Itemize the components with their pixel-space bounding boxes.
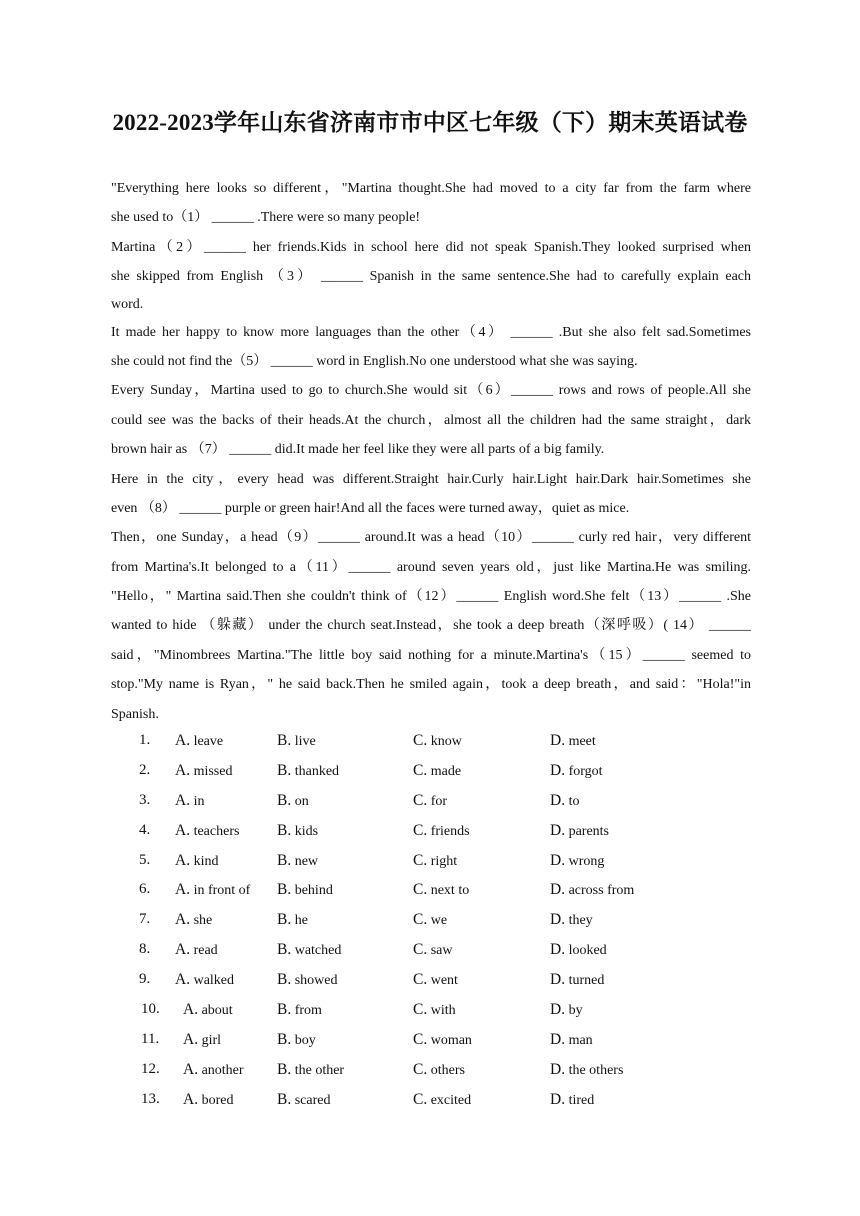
question-row xyxy=(111,905,761,935)
option-letter: D. xyxy=(550,851,566,869)
question-row xyxy=(111,816,761,846)
option-letter: D. xyxy=(550,911,566,929)
question-number: 5. xyxy=(139,851,151,868)
option-a xyxy=(175,965,234,996)
question-number: 7. xyxy=(139,911,151,928)
option-letter: C. xyxy=(413,971,428,989)
option-text: on xyxy=(294,793,309,809)
option-letter: B. xyxy=(277,761,292,779)
option-letter: C. xyxy=(413,1090,428,1108)
option-b xyxy=(277,995,322,1026)
option-text: made xyxy=(430,763,462,779)
option-c xyxy=(413,846,457,877)
option-c xyxy=(413,816,470,847)
option-b xyxy=(277,756,339,787)
option-c xyxy=(413,1055,465,1086)
option-letter: D. xyxy=(550,791,566,809)
question-number: 2. xyxy=(139,761,151,778)
option-letter: B. xyxy=(277,881,292,899)
question-number: 11. xyxy=(141,1030,160,1047)
option-text: forgot xyxy=(568,763,603,779)
question-row xyxy=(111,875,761,905)
option-letter: A. xyxy=(183,1001,199,1019)
passage-line: Martina（2）______ her friends.Kids in school here did not speak Spanish.They looked surprised when xyxy=(111,239,751,255)
passage-line: It made her happy to know more languages than the other（4） ______ .But she also felt sad.Sometimes xyxy=(111,324,751,340)
option-c xyxy=(413,1085,471,1116)
option-letter: C. xyxy=(413,791,428,809)
option-d xyxy=(550,816,609,847)
question-number: 4. xyxy=(139,821,151,838)
option-a xyxy=(175,786,204,817)
option-text: wrong xyxy=(568,853,605,869)
option-letter: B. xyxy=(277,1001,292,1019)
question-row xyxy=(111,965,761,995)
option-letter: C. xyxy=(413,1060,428,1078)
passage-line: Here in the city，every head was different.Straight hair.Curly hair.Light hair.Dark hair.Sometimes she xyxy=(111,471,751,487)
passage-line: word. xyxy=(111,296,144,312)
option-letter: D. xyxy=(550,1030,566,1048)
option-letter: A. xyxy=(175,971,191,989)
option-letter: D. xyxy=(550,881,566,899)
option-b xyxy=(277,965,338,996)
passage-line: from Martina's.It belonged to a（11）______ around seven years old，just like Martina.He was smiling. xyxy=(111,559,751,575)
option-letter: D. xyxy=(550,1060,566,1078)
option-text: across from xyxy=(568,883,635,899)
passage-line: Spanish. xyxy=(111,706,159,722)
question-row xyxy=(111,846,761,876)
question-row xyxy=(111,1055,761,1085)
passage-line: wanted to hide （躲藏） under the church seat.Instead，she took a deep breath（深呼吸）( 14） ______ xyxy=(111,618,751,634)
option-d xyxy=(550,905,593,936)
option-b xyxy=(277,1025,316,1056)
option-text: for xyxy=(430,793,448,809)
option-letter: A. xyxy=(175,911,191,929)
option-text: kids xyxy=(294,823,319,839)
option-text: she xyxy=(193,913,213,929)
option-letter: D. xyxy=(550,732,566,749)
option-letter: B. xyxy=(277,851,292,869)
option-letter: C. xyxy=(413,1030,428,1048)
passage-line: brown hair as （7） ______ did.It made her feel like they were all parts of a big family. xyxy=(111,442,605,458)
option-letter: A. xyxy=(183,1090,199,1108)
option-text: in front of xyxy=(193,883,251,899)
option-letter: A. xyxy=(175,851,191,869)
question-row xyxy=(111,726,761,756)
passage-line: Every Sunday，Martina used to go to church.She would sit（6）______ rows and rows of people.All she xyxy=(111,383,751,399)
option-text: bored xyxy=(201,1092,234,1108)
option-a xyxy=(175,726,223,757)
option-text: we xyxy=(430,913,448,929)
option-b xyxy=(277,1085,330,1116)
option-letter: C. xyxy=(413,1001,428,1019)
option-letter: D. xyxy=(550,971,566,989)
option-text: looked xyxy=(568,943,607,959)
passage-line: Then，one Sunday，a head（9）______ around.It was a head（10）______ curly red hair，very different xyxy=(111,530,751,546)
option-d xyxy=(550,995,583,1026)
option-text: others xyxy=(430,1062,465,1078)
option-letter: B. xyxy=(277,1030,292,1048)
option-letter: C. xyxy=(413,761,428,779)
option-a xyxy=(183,1055,244,1086)
option-letter: C. xyxy=(413,941,428,959)
question-number: 10. xyxy=(141,1001,160,1018)
option-b xyxy=(277,816,318,847)
passage-line: she could not find the（5） ______ word in English.No one understood what she was saying. xyxy=(111,353,638,369)
option-text: another xyxy=(201,1062,244,1078)
option-letter: B. xyxy=(277,791,292,809)
option-text: woman xyxy=(430,1032,472,1048)
option-letter: D. xyxy=(550,821,566,839)
option-a xyxy=(183,1025,221,1056)
option-b xyxy=(277,905,308,936)
option-letter: C. xyxy=(413,851,428,869)
option-c xyxy=(413,935,453,966)
option-letter: A. xyxy=(175,761,191,779)
option-d xyxy=(550,875,634,906)
option-text: thanked xyxy=(294,763,340,779)
option-b xyxy=(277,1055,344,1086)
question-number: 3. xyxy=(139,791,151,808)
option-letter: D. xyxy=(550,761,566,779)
option-text: know xyxy=(430,734,462,749)
option-text: new xyxy=(294,853,319,869)
option-text: with xyxy=(430,1003,456,1019)
option-letter: B. xyxy=(277,1090,292,1108)
option-text: live xyxy=(294,734,316,749)
option-letter: D. xyxy=(550,1001,566,1019)
passage-line: "Hello，" Martina said.Then she couldn't think of（12）______ English word.She felt（13）______ .She xyxy=(111,589,751,605)
passage-line: stop."My name is Ryan，" he said back.Then he smiled again，took a deep breath，and said："Hola!"in xyxy=(111,677,751,693)
passage-line: said，"Minombrees Martina."The little boy said nothing for a minute.Martina's（15）______ seemed to xyxy=(111,647,751,663)
option-letter: B. xyxy=(277,821,292,839)
option-a xyxy=(183,1085,233,1116)
passage-line: "Everything here looks so different，"Martina thought.She had moved to a city far from the farm where xyxy=(111,181,751,196)
option-letter: B. xyxy=(277,911,292,929)
option-d xyxy=(550,1055,623,1086)
option-c xyxy=(413,726,462,757)
option-c xyxy=(413,965,458,996)
option-d xyxy=(550,756,603,787)
option-text: scared xyxy=(294,1092,331,1108)
option-text: to xyxy=(568,793,580,809)
option-c xyxy=(413,1025,472,1056)
option-b xyxy=(277,846,318,877)
option-text: the others xyxy=(568,1062,624,1078)
option-a xyxy=(175,905,212,936)
option-b xyxy=(277,726,316,757)
option-text: excited xyxy=(430,1092,472,1108)
passage-line: could see was the backs of their heads.At the church，almost all the children had the same straight，dark xyxy=(111,412,751,428)
option-text: from xyxy=(294,1003,322,1019)
question-row xyxy=(111,786,761,816)
option-c xyxy=(413,995,456,1026)
cloze-passage xyxy=(111,174,751,729)
option-text: teachers xyxy=(193,823,240,839)
option-text: about xyxy=(201,1003,233,1019)
option-d xyxy=(550,965,604,996)
question-number: 8. xyxy=(139,941,151,958)
option-letter: C. xyxy=(413,881,428,899)
question-row xyxy=(111,935,761,965)
option-d xyxy=(550,935,607,966)
option-letter: B. xyxy=(277,941,292,959)
option-text: showed xyxy=(294,973,338,989)
option-letter: C. xyxy=(413,911,428,929)
option-letter: D. xyxy=(550,1090,566,1108)
question-row xyxy=(111,1085,761,1115)
option-text: missed xyxy=(193,763,233,779)
option-letter: A. xyxy=(175,941,191,959)
option-text: behind xyxy=(294,883,333,899)
option-b xyxy=(277,875,333,906)
option-a xyxy=(175,816,239,847)
option-text: turned xyxy=(568,973,605,989)
option-letter: B. xyxy=(277,971,292,989)
option-a xyxy=(175,875,250,906)
question-row xyxy=(111,1025,761,1055)
option-text: saw xyxy=(430,943,453,959)
option-letter: A. xyxy=(175,791,191,809)
option-c xyxy=(413,875,469,906)
option-d xyxy=(550,846,604,877)
option-d xyxy=(550,1025,593,1056)
option-text: they xyxy=(568,913,593,929)
question-number: 9. xyxy=(139,971,151,988)
question-number: 13. xyxy=(141,1090,160,1107)
question-number: 12. xyxy=(141,1060,160,1077)
question-row xyxy=(111,756,761,786)
option-d xyxy=(550,1085,594,1116)
option-text: parents xyxy=(568,823,610,839)
passage-line: she used to（1） ______ .There were so many people! xyxy=(111,210,421,226)
option-a xyxy=(175,846,218,877)
option-letter: A. xyxy=(175,881,191,899)
option-c xyxy=(413,786,447,817)
option-letter: D. xyxy=(550,941,566,959)
option-letter: B. xyxy=(277,732,292,749)
option-a xyxy=(175,935,218,966)
option-text: he xyxy=(294,913,308,929)
option-text: boy xyxy=(294,1032,316,1048)
option-letter: A. xyxy=(183,1060,199,1078)
option-text: tired xyxy=(568,1092,595,1108)
passage-line: she skipped from English （3） ______ Spanish in the same sentence.She had to carefully explain each xyxy=(111,269,751,285)
option-letter: A. xyxy=(183,1030,199,1048)
option-a xyxy=(183,995,233,1026)
option-letter: B. xyxy=(277,1060,292,1078)
option-text: kind xyxy=(193,853,219,869)
option-text: right xyxy=(430,853,458,869)
option-text: went xyxy=(430,973,458,989)
exam-title: 2022-2023学年山东省济南市市中区七年级（下）期末英语试卷 xyxy=(112,110,748,135)
option-b xyxy=(277,786,309,817)
option-letter: C. xyxy=(413,821,428,839)
question-list xyxy=(111,726,761,1115)
option-b xyxy=(277,935,341,966)
option-text: in xyxy=(193,793,205,809)
option-text: meet xyxy=(568,734,596,749)
option-c xyxy=(413,905,447,936)
question-row xyxy=(111,995,761,1025)
option-text: girl xyxy=(201,1032,222,1048)
option-letter: A. xyxy=(175,732,191,749)
option-text: man xyxy=(568,1032,593,1048)
option-d xyxy=(550,726,596,757)
option-letter: C. xyxy=(413,732,428,749)
option-d xyxy=(550,786,579,817)
question-number: 1. xyxy=(139,732,151,748)
option-letter: A. xyxy=(175,821,191,839)
option-text: friends xyxy=(430,823,470,839)
option-text: next to xyxy=(430,883,470,899)
option-text: leave xyxy=(193,734,224,749)
option-text: the other xyxy=(294,1062,345,1078)
option-text: read xyxy=(193,943,218,959)
option-c xyxy=(413,756,461,787)
question-number: 6. xyxy=(139,881,151,898)
option-text: by xyxy=(568,1003,583,1019)
option-a xyxy=(175,756,232,787)
passage-line: even （8） ______ purple or green hair!And all the faces were turned away，quiet as mice. xyxy=(111,500,630,516)
option-text: walked xyxy=(193,973,235,989)
option-text: watched xyxy=(294,943,342,959)
